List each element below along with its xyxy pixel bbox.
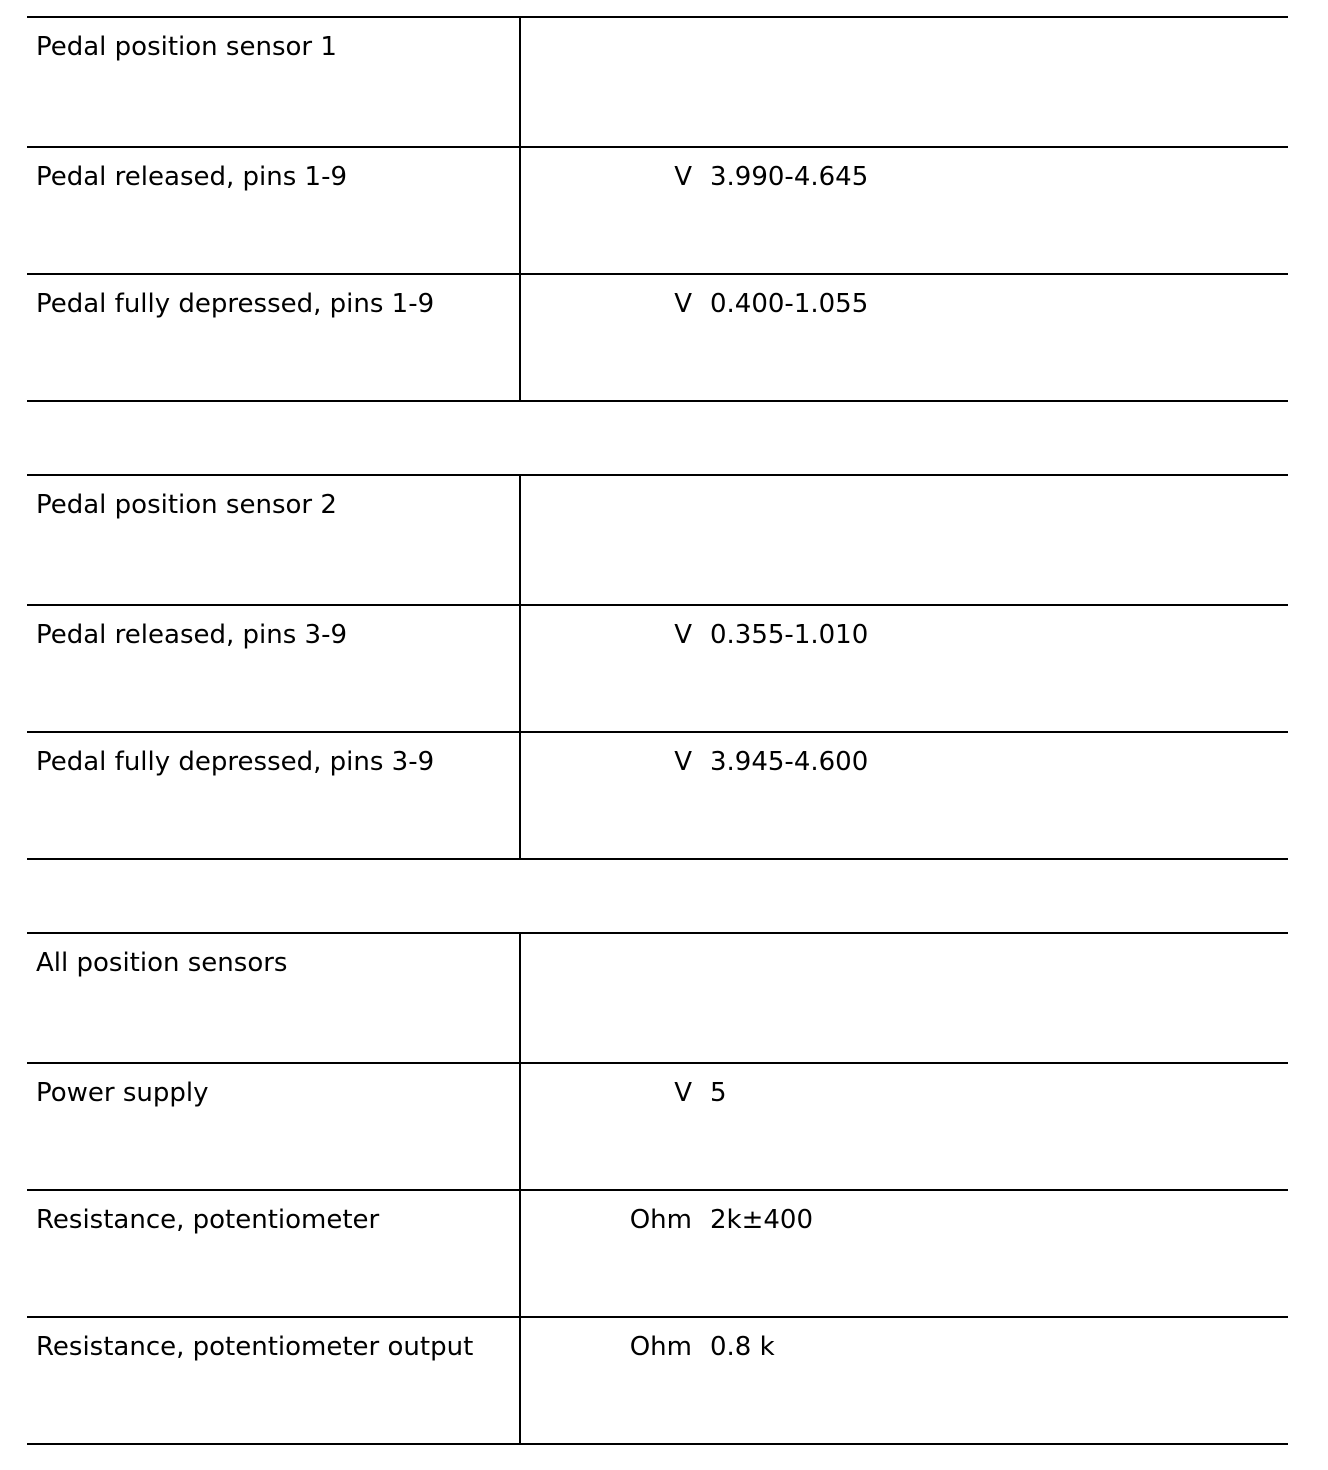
column-divider bbox=[519, 1318, 521, 1443]
row-unit: V bbox=[674, 289, 692, 319]
row-label: Pedal fully depressed, pins 1-9 bbox=[36, 289, 435, 319]
column-divider bbox=[519, 733, 521, 858]
table-row bbox=[27, 1318, 1288, 1445]
table-row bbox=[27, 148, 1288, 275]
row-label: Pedal released, pins 3-9 bbox=[36, 620, 347, 650]
row-value: 5 bbox=[710, 1078, 727, 1108]
row-label: Power supply bbox=[36, 1078, 209, 1108]
table-heading: All position sensors bbox=[36, 948, 288, 978]
table-heading-row bbox=[27, 18, 1288, 148]
table-row bbox=[27, 1064, 1288, 1191]
column-divider bbox=[519, 934, 521, 1062]
table-row bbox=[27, 275, 1288, 402]
row-label: Pedal fully depressed, pins 3-9 bbox=[36, 747, 435, 777]
column-divider bbox=[519, 606, 521, 731]
column-divider bbox=[519, 148, 521, 273]
column-divider bbox=[519, 476, 521, 604]
column-divider bbox=[519, 275, 521, 400]
row-value: 0.355-1.010 bbox=[710, 620, 869, 650]
row-unit: V bbox=[674, 747, 692, 777]
table-row bbox=[27, 733, 1288, 860]
row-value: 3.945-4.600 bbox=[710, 747, 869, 777]
column-divider bbox=[519, 18, 521, 146]
table-row bbox=[27, 1191, 1288, 1318]
column-divider bbox=[519, 1064, 521, 1189]
table-row bbox=[27, 606, 1288, 733]
table-heading: Pedal position sensor 2 bbox=[36, 490, 337, 520]
row-unit: V bbox=[674, 162, 692, 192]
table-heading-row bbox=[27, 476, 1288, 606]
row-label: Resistance, potentiometer output bbox=[36, 1332, 474, 1362]
spec-table-sensor-1 bbox=[27, 16, 1288, 402]
row-value: 0.400-1.055 bbox=[710, 289, 869, 319]
table-heading: Pedal position sensor 1 bbox=[36, 32, 337, 62]
row-unit: Ohm bbox=[629, 1205, 692, 1235]
spec-table-sensor-2 bbox=[27, 474, 1288, 860]
row-value: 2k±400 bbox=[710, 1205, 814, 1235]
row-label: Pedal released, pins 1-9 bbox=[36, 162, 347, 192]
spec-table-all-sensors bbox=[27, 932, 1288, 1445]
row-unit: V bbox=[674, 620, 692, 650]
row-value: 0.8 k bbox=[710, 1332, 775, 1362]
row-label: Resistance, potentiometer bbox=[36, 1205, 380, 1235]
row-unit: Ohm bbox=[629, 1332, 692, 1362]
table-heading-row bbox=[27, 934, 1288, 1064]
column-divider bbox=[519, 1191, 521, 1316]
row-value: 3.990-4.645 bbox=[710, 162, 869, 192]
row-unit: V bbox=[674, 1078, 692, 1108]
